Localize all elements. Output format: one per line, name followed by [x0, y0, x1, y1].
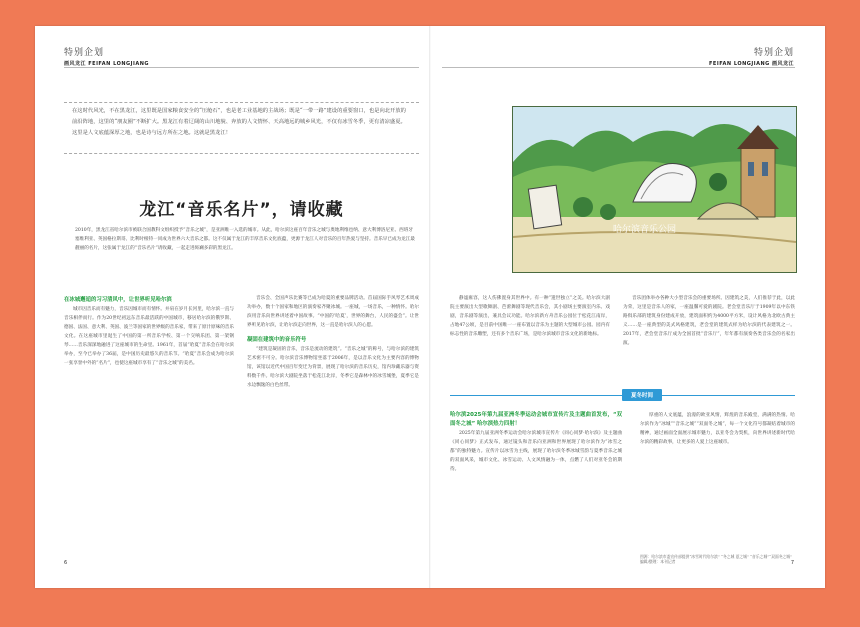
photo-caption: 图源：哈尔滨市委宣传部提供“冰雪时代哈尔滨” “冬之城 夏之城” “音乐之城”“双面冬之城” 编辑/整理：本刊记者 — [640, 554, 793, 564]
right-header — [709, 45, 794, 67]
article-title: 龙江“音乐名片”，请收藏 — [139, 200, 344, 220]
left-header — [64, 45, 149, 67]
right-column-3 — [450, 411, 622, 571]
right-col2-text: 音乐团体举办各种大小型音乐会的重要场所。因建筑之美，人们推荐于此，以此为荣，这里是音乐人的家，一座温馨可爱的剧院。老会堂音乐厅于1909年以中东铁路俱乐部的建筑身份建成开放，建筑面积约为4000平方米，设计风格为北欧古典主义……是一座典型的美式风格建筑，老会堂的建筑式样为哈尔滨的代表建筑之一。2017年，老会堂音乐厅成为全国首批“音乐厅”，年年都有演奏各类音乐会的名家出演。 — [623, 296, 795, 346]
page-number-right: 7 — [790, 560, 794, 566]
left-col1-text: 城市因音乐而有魅力，音乐因城市而有情怀。并肩在岁月长河里，哈尔滨一直与音乐相伴而行。作为20世纪初远东音乐最活跃的中国城市，移居哈尔滨的俄罗斯、德国、法国、意大利、英国、波兰等国家的世界级的音乐家，带来了原汁原味的音乐文化。在这座城市里诞生了中国的第一所音乐学校、第一个交响乐团、第一架钢琴……音乐深深地融进了这座城市的生命里。1961年，首届“哈夏”音乐会在哈尔滨举办，至今已举办了36届，是中国历史最悠久的音乐节。“哈夏”音乐会成为哈尔滨一张享誉中外的“名片”，也使这座城市享有了“音乐之城”的美名。 — [64, 307, 234, 366]
left-page — [35, 26, 430, 588]
intro-box — [64, 102, 419, 154]
section-heading-3: 哈尔滨2025年第九届亚洲冬季运动会城市宣传片及主题曲首发布，“双面冬之城” 哈尔滨热力四射！ — [450, 412, 622, 427]
right-col1-text: 静谧雍容，这人伤佛置身其世界中。有一种“遗世独立”之美。哈尔滨大剧院主要演出大型歌舞剧、芭蕾舞剧等现代音乐会，其小剧场主要演室内乐、戏剧，音乐剧等演出，兼具会议功能。哈尔滨新方舟音乐公园位于松花江南岸，占地47公顷，是目前中国唯一一座布置以音乐为主题的大型城市公园。园内有标志性的音乐雕塑，还有多个音乐广场，是哈尔滨城市音乐文化的新地标。 — [450, 296, 610, 337]
right-col4-text: 厚重的人文底蕴，浪漫的欧亚风情，辉煌的音乐殿堂，满满的热情。哈尔滨作为“冰城”“音乐之城”“双面冬之城”，每一个文化符号都凝结着城市的精神，通过画面全面展示城市魅力，以亚冬会为契机，向世界讲述新时代哈尔滨的精彩故事，让更多的人爱上这座城市。 — [640, 413, 795, 445]
section-heading-2: 凝固在建筑中的音乐符号 — [247, 337, 307, 343]
left-header-title: 特别企划 — [64, 48, 105, 58]
right-col3-text: 2025年第九届亚洲冬季运动会哈尔滨城市宣传片《同心同梦·哈尔滨》及主题曲《同心同梦》正式发布，通过镜头和音乐向亚洲和世界展现了哈尔滨作为“冰雪之都”的独特魅力。宣传片以冰雪为主线，展现了哈尔滨冬季冰城雪韵与夏季音乐之城的双面风采，城市文化、冰雪运动、人文风情融为一体，点燃了人们对亚冬会的期待。 — [450, 431, 622, 472]
magazine-spread — [35, 26, 825, 588]
left-col2-text-a: 音乐会、全国声乐比赛等已成为哈夏的重要品牌活动。首届国际手风琴艺术周成功举办，数十个国家和地区的演奏家齐聚冰城。一座城，一场音乐，一种情怀。哈尔滨用音乐向世界讲述着中国故事。“中国的‘哈夏’，世界的舞台，人民的盛会”。让世界听见哈尔滨，让哈尔滨走向世界，这一直是哈尔滨人的心愿。 — [247, 296, 419, 328]
right-header-sub: FEIFAN LONGJIANG 画风龙江 — [709, 61, 794, 67]
left-column-1 — [64, 296, 234, 566]
intro-text: 在这时代风光，不在黑龙江，这里既是国家粮食安全的“压舱石”，也是老工业基地的主战场；既是“一带一路”建设的重要窗口，也是向北开放的前沿阵地，这里的“朋友圈”不断扩大。黑龙江有着辽阔的山川地貌、奔放的人文情怀、天高地远的城乡风光，不仅有冰雪冬季，更有清凉盛夏。这里是人文底蕴深厚之地，也是诗与远方所在之地。这就是黑龙江！ — [72, 108, 406, 136]
page-number-left: 6 — [64, 560, 68, 566]
section-heading-1: 在冰城邂逅的习习清风中，让世界听见哈尔滨 — [64, 297, 172, 303]
right-column-2 — [623, 294, 795, 389]
right-header-title: 特别企划 — [753, 48, 794, 58]
music-city-illustration — [512, 106, 797, 273]
article-lead: 2010年，黑龙江省哈尔滨市被联合国教科文组织授予“音乐之城”，是亚洲唯一入选的城市。从此，哈尔滨这座百年音乐之城与奥地利维也纳、意大利博洛尼亚、西班牙塞维利亚、英国格拉斯哥、比利时根特一同成为世界六大音乐之都。这不仅属于龙江的丰厚音乐文化底蕴，更源于龙江人对音乐的百年热爱与坚持。音乐早已成为龙江最靓丽的名片，这张属于龙江的“音乐名片”请收藏，一起走进斑斓多彩的黑龙江。 — [75, 228, 415, 251]
left-col2-text-b: “建筑是凝固的音乐，音乐是流动的建筑”。“音乐之城”的称号，与哈尔滨的建筑艺术密不可分。哈尔滨音乐博物馆坐落于2006年，是以音乐文化为主要内容的博物馆，该馆以近代中国百年变迁为背景，展现了哈尔滨的音乐历史，馆内珍藏乐器与资料数千件。哈尔滨大剧院坐落于松花江北岸，冬季它是森林中的冰雪城堡，夏季它是水边飘逸的白色丝带。 — [247, 347, 419, 388]
section-badge: 夏冬时间 — [622, 389, 662, 401]
left-header-rule — [64, 67, 419, 68]
left-header-sub: 画风龙江 FEIFAN LONGJIANG — [64, 61, 149, 67]
left-column-2 — [247, 294, 419, 566]
illustration-art — [513, 107, 796, 272]
right-page — [430, 26, 825, 588]
park-sign-text: 哈尔滨音乐公园 — [613, 225, 677, 235]
right-column-1 — [450, 294, 610, 389]
right-column-4 — [640, 411, 795, 546]
right-header-rule — [442, 67, 795, 68]
